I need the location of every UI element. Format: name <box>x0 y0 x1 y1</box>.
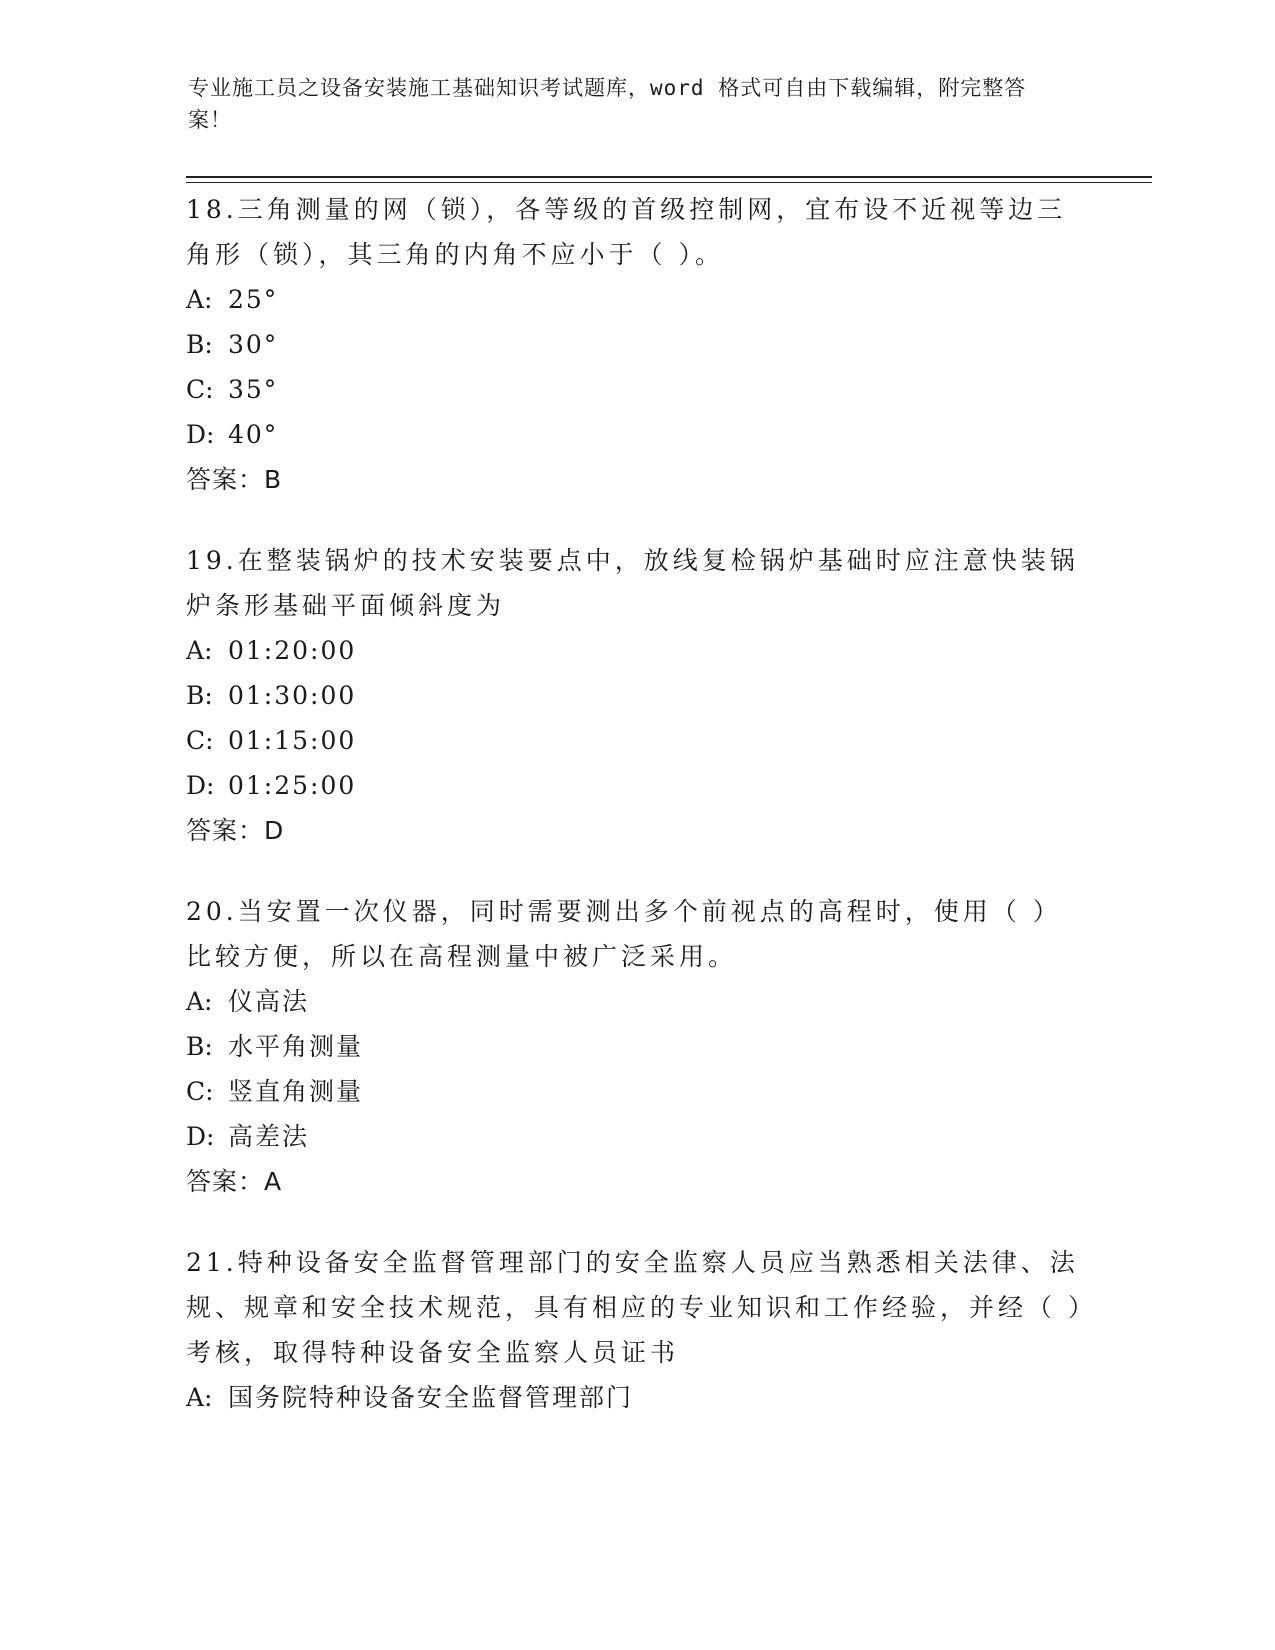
question-20 <box>186 889 1086 1204</box>
option-d <box>186 763 1086 808</box>
option-a <box>186 1375 1086 1420</box>
option-b <box>186 1024 1086 1069</box>
option-c <box>186 718 1086 763</box>
option-text: 仪高法 <box>228 987 310 1016</box>
option-text: 01:30:00 <box>228 681 357 710</box>
option-d <box>186 412 1086 457</box>
question-text: 19.在整装锅炉的技术安装要点中，放线复检锅炉基础时应注意快装锅炉条形基础平面倾斜度为 <box>186 546 1079 620</box>
option-c <box>186 1069 1086 1114</box>
option-b <box>186 322 1086 367</box>
option-letter: D: <box>186 420 215 449</box>
option-d <box>186 1114 1086 1159</box>
option-letter: D: <box>186 1122 215 1151</box>
option-text: 01:25:00 <box>228 771 357 800</box>
option-letter: B: <box>186 1032 213 1061</box>
option-text: 水平角测量 <box>228 1032 364 1061</box>
question-text: 21.特种设备安全监督管理部门的安全监察人员应当熟悉相关法律、法规、规章和安全技术规范，具有相应的专业知识和工作经验，并经（ ）考核，取得特种设备安全监察人员证书 <box>186 1248 1085 1367</box>
option-a <box>186 628 1086 673</box>
option-letter: A: <box>186 285 213 314</box>
answer: 答案：A <box>186 1167 283 1196</box>
option-letter: D: <box>186 771 215 800</box>
header-divider-thin <box>186 182 1152 183</box>
option-letter: A: <box>186 1383 213 1412</box>
header-divider-thick <box>186 176 1152 178</box>
question-list <box>186 187 1086 1456</box>
option-a <box>186 277 1086 322</box>
option-text: 25° <box>228 285 279 314</box>
option-letter: A: <box>186 636 213 665</box>
question-19 <box>186 538 1086 853</box>
option-text: 01:15:00 <box>228 726 357 755</box>
question-18 <box>186 187 1086 502</box>
option-text: 30° <box>228 330 279 359</box>
option-b <box>186 673 1086 718</box>
question-text: 20.当安置一次仪器，同时需要测出多个前视点的高程时，使用（ ）比较方便，所以在高程测量中被广泛采用。 <box>186 897 1062 971</box>
option-letter: C: <box>186 375 214 404</box>
page-header: 专业施工员之设备安装施工基础知识考试题库，word 格式可自由下载编辑，附完整答案！ <box>188 76 1027 132</box>
option-text: 35° <box>228 375 279 404</box>
question-21 <box>186 1240 1086 1420</box>
option-letter: C: <box>186 726 214 755</box>
option-text: 01:20:00 <box>228 636 357 665</box>
option-text: 40° <box>228 420 279 449</box>
option-letter: B: <box>186 681 213 710</box>
option-letter: C: <box>186 1077 214 1106</box>
option-text: 高差法 <box>228 1122 310 1151</box>
answer: 答案：B <box>186 465 283 494</box>
option-c <box>186 367 1086 412</box>
question-text: 18.三角测量的网（锁），各等级的首级控制网，宜布设不近视等边三角形（锁），其三角的内角不应小于（ ）。 <box>186 195 1067 269</box>
option-text: 国务院特种设备安全监督管理部门 <box>228 1383 634 1412</box>
option-text: 竖直角测量 <box>228 1077 364 1106</box>
option-a <box>186 979 1086 1024</box>
option-letter: A: <box>186 987 213 1016</box>
option-letter: B: <box>186 330 213 359</box>
answer: 答案：D <box>186 816 285 845</box>
